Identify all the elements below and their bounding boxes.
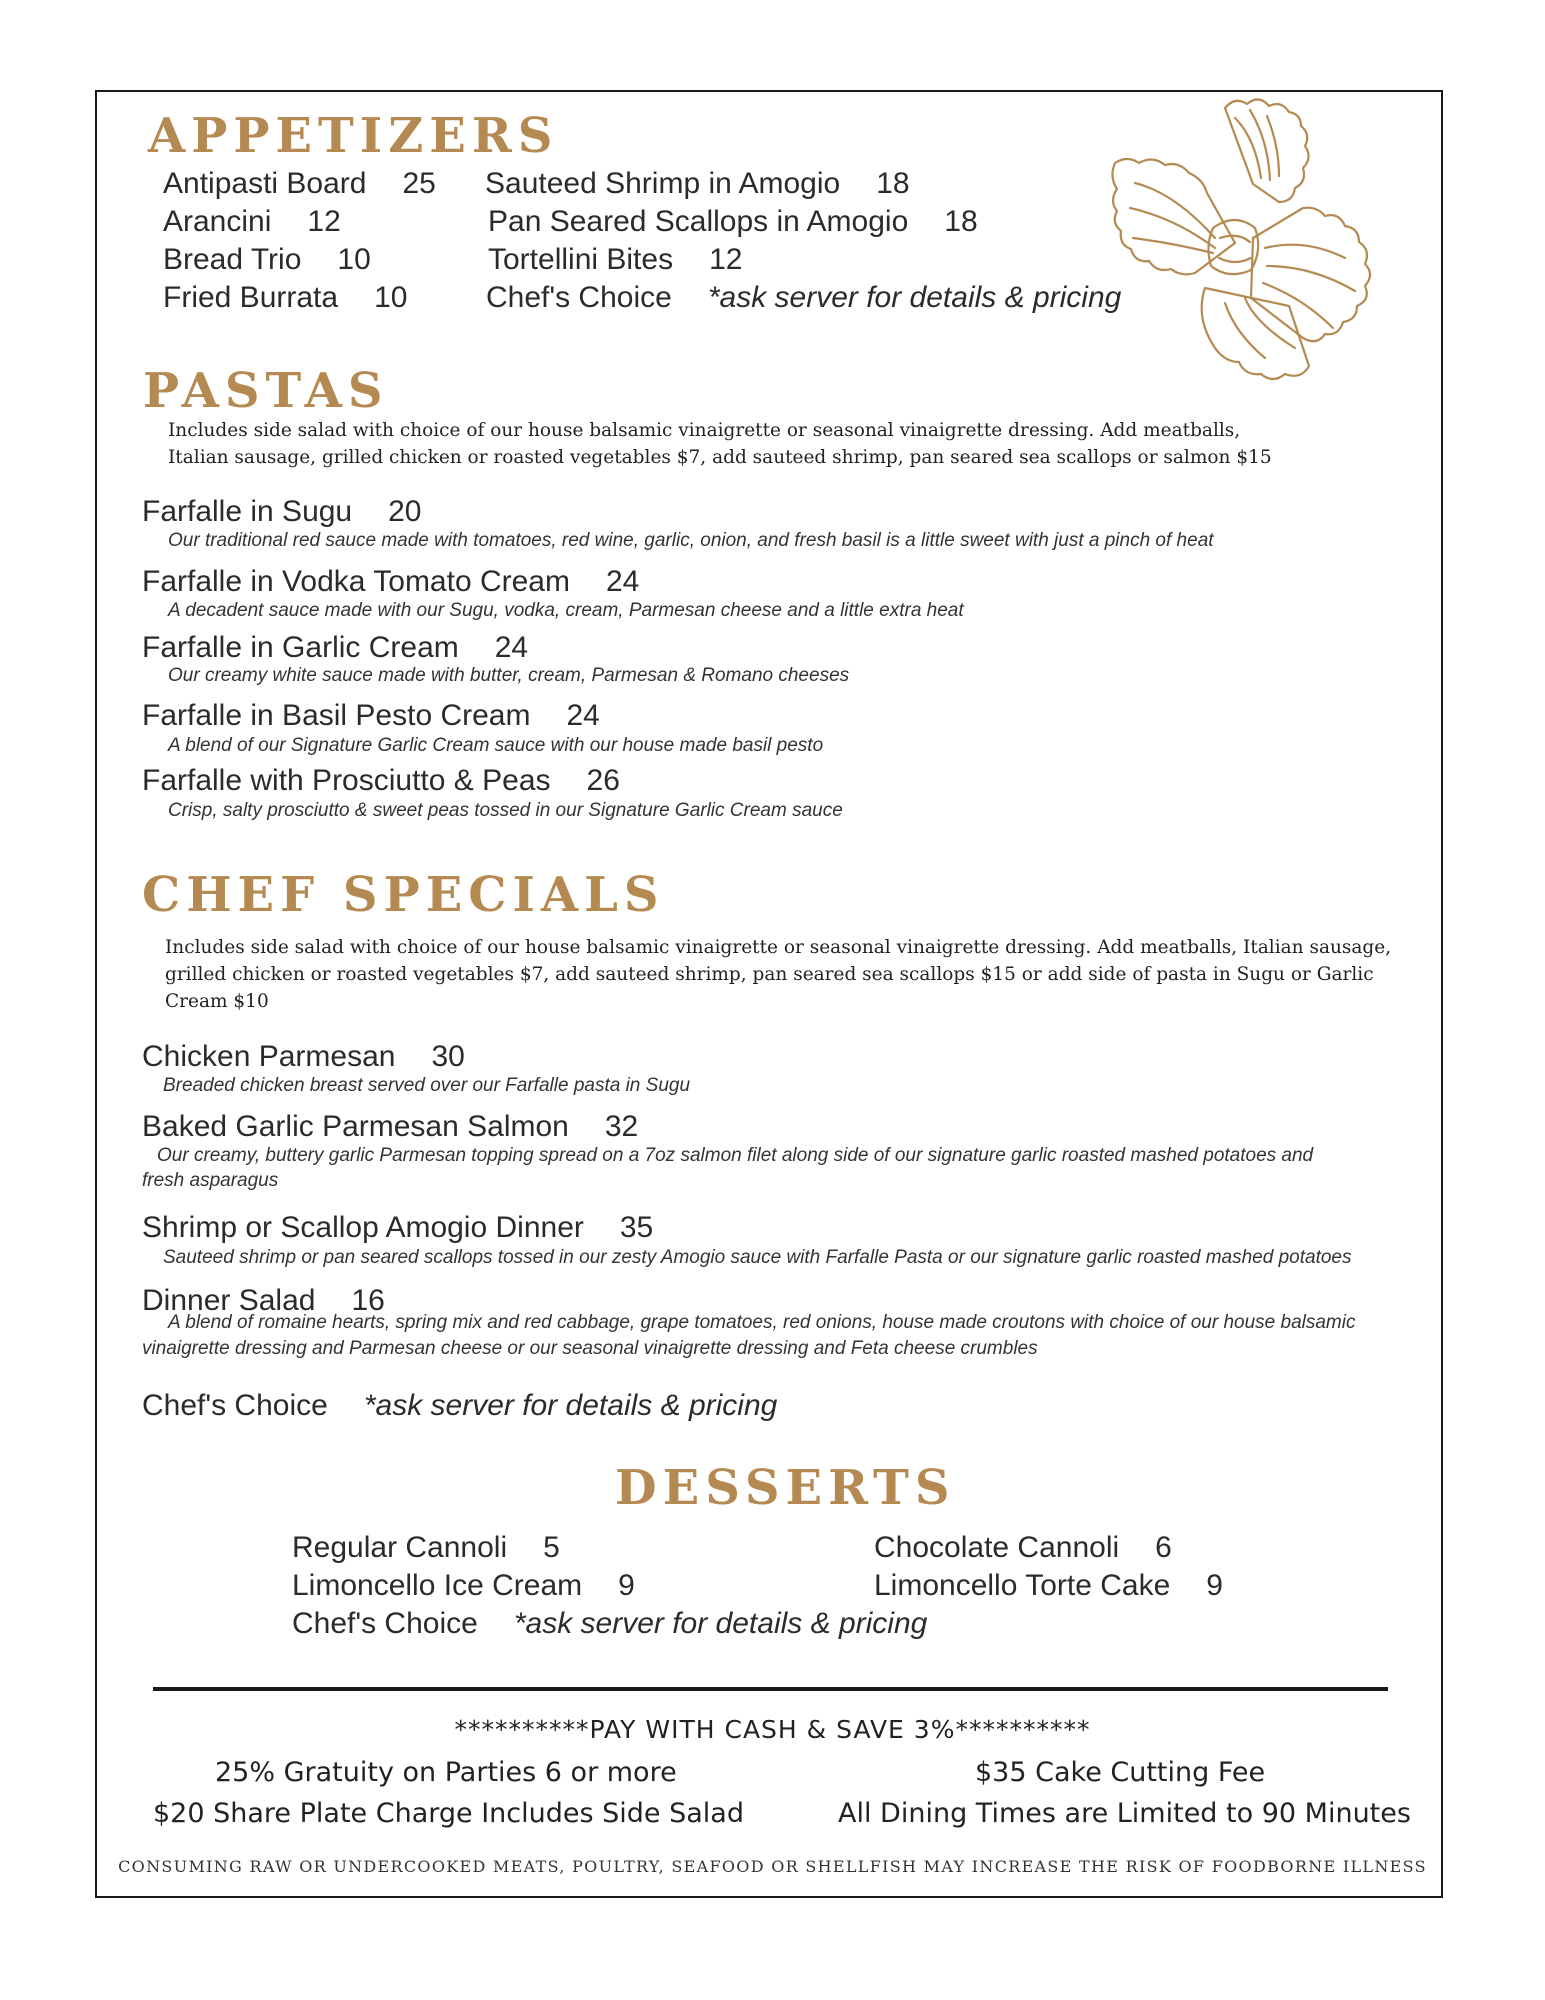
menu-item <box>142 1042 465 1072</box>
item-name: Arancini <box>163 205 272 238</box>
item-price: 9 <box>1206 1569 1223 1602</box>
item-name: Pan Seared Scallops in Amogio <box>488 205 909 238</box>
chef-specials-heading: CHEF SPECIALS <box>142 867 665 923</box>
menu-item <box>163 283 407 313</box>
menu-item <box>142 1391 777 1421</box>
menu-item <box>163 169 436 199</box>
item-price: 35 <box>619 1211 654 1244</box>
farfalle-pasta-icon <box>1095 88 1385 428</box>
item-price: 5 <box>543 1531 560 1564</box>
menu-item <box>142 567 639 597</box>
item-description-cont: vinaigrette dressing and Parmesan cheese or our seasonal vinaigrette dressing and Feta cheese crumbles <box>142 1338 1038 1359</box>
menu-item <box>874 1533 1172 1563</box>
item-price: 6 <box>1155 1531 1172 1564</box>
item-description: A blend of romaine hearts, spring mix and red cabbage, grape tomatoes, red onions, house made croutons with choice of our house balsamic <box>168 1312 1356 1333</box>
chef-specials-note-line-3: Cream $10 <box>165 991 269 1012</box>
item-price: 12 <box>709 243 743 276</box>
item-name: Limoncello Torte Cake <box>874 1569 1171 1602</box>
item-note: *ask server for details & pricing <box>513 1607 928 1640</box>
item-name: Chicken Parmesan <box>142 1040 396 1073</box>
item-name: Farfalle in Vodka Tomato Cream <box>142 565 570 598</box>
menu-item <box>163 207 341 237</box>
item-description: Crisp, salty prosciutto & sweet peas tossed in our Signature Garlic Cream sauce <box>168 800 843 821</box>
item-price: 18 <box>944 205 978 238</box>
menu-item <box>142 766 620 796</box>
item-name: Farfalle in Sugu <box>142 495 353 528</box>
item-name: Chef's Choice <box>486 281 672 314</box>
menu-item <box>142 1213 653 1243</box>
item-name: Chocolate Cannoli <box>874 1531 1120 1564</box>
item-description: Our creamy white sauce made with butter, cream, Parmesan & Romano cheeses <box>168 665 850 686</box>
menu-item <box>142 1112 638 1142</box>
item-price: 18 <box>876 167 910 200</box>
item-name: Shrimp or Scallop Amogio Dinner <box>142 1211 584 1244</box>
item-description: Sauteed shrimp or pan seared scallops tossed in our zesty Amogio sauce with Farfalle Pasta or our signature garlic roasted mashed potatoes <box>163 1247 1352 1268</box>
item-note: *ask server for details & pricing <box>363 1389 778 1422</box>
gratuity-notice: 25% Gratuity on Parties 6 or more <box>215 1757 677 1788</box>
desserts-heading: DESSERTS <box>615 1460 956 1516</box>
item-description: A decadent sauce made with our Sugu, vodka, cream, Parmesan cheese and a little extra heat <box>168 600 964 621</box>
item-price: 9 <box>618 1569 635 1602</box>
item-price: 24 <box>494 631 529 664</box>
menu-item <box>292 1609 927 1639</box>
item-price: 30 <box>431 1040 465 1073</box>
item-price: 10 <box>337 243 371 276</box>
menu-item <box>142 701 600 731</box>
footer-divider <box>153 1687 1388 1691</box>
appetizers-heading: APPETIZERS <box>148 108 559 164</box>
item-price: 16 <box>351 1284 385 1317</box>
item-name: Farfalle in Garlic Cream <box>142 631 459 664</box>
pastas-note-line-1: Includes side salad with choice of our house balsamic vinaigrette or seasonal vinaigrette dressing. Add meatballs, <box>168 420 1241 441</box>
item-name: Limoncello Ice Cream <box>292 1569 583 1602</box>
menu-item <box>485 169 910 199</box>
item-name: Chef's Choice <box>292 1607 478 1640</box>
item-price: 12 <box>307 205 341 238</box>
item-name: Farfalle with Prosciutto & Peas <box>142 764 551 797</box>
cake-fee-notice: $35 Cake Cutting Fee <box>975 1757 1266 1788</box>
dining-time-notice: All Dining Times are Limited to 90 Minutes <box>838 1798 1411 1829</box>
menu-item <box>163 245 371 275</box>
pastas-note-line-2: Italian sausage, grilled chicken or roasted vegetables $7, add sauteed shrimp, pan seared sea scallops or salmon $15 <box>168 447 1272 468</box>
item-price: 24 <box>566 699 600 732</box>
item-price: 24 <box>605 565 640 598</box>
menu-item <box>874 1571 1223 1601</box>
menu-item <box>292 1533 560 1563</box>
item-price: 20 <box>388 495 422 528</box>
chef-specials-note-line-2: grilled chicken or roasted vegetables $7, add sauteed shrimp, pan seared sea scallops $15 or add side of pasta in Sugu or Garlic <box>165 964 1374 985</box>
menu-item <box>142 633 528 663</box>
item-description-cont: fresh asparagus <box>142 1170 279 1191</box>
food-safety-warning: CONSUMING RAW OR UNDERCOOKED MEATS, POULTRY, SEAFOOD OR SHELLFISH MAY INCREASE THE RISK OF FOODBORNE ILLNESS <box>118 1857 1427 1876</box>
item-description: Breaded chicken breast served over our Farfalle pasta in Sugu <box>163 1075 691 1096</box>
menu-item <box>488 207 978 237</box>
item-price: 32 <box>604 1110 639 1143</box>
menu-item <box>488 245 742 275</box>
item-name: Farfalle in Basil Pesto Cream <box>142 699 531 732</box>
item-price: 25 <box>402 167 436 200</box>
pastas-heading: PASTAS <box>143 363 389 419</box>
item-name: Bread Trio <box>163 243 302 276</box>
cash-discount-banner: **********PAY WITH CASH & SAVE 3%********** <box>454 1715 1091 1744</box>
item-name: Chef's Choice <box>142 1389 328 1422</box>
item-price: 26 <box>586 764 620 797</box>
item-note: *ask server for details & pricing <box>707 281 1122 314</box>
item-name: Fried Burrata <box>163 281 339 314</box>
chef-specials-note-line-1: Includes side salad with choice of our house balsamic vinaigrette or seasonal vinaigrette dressing. Add meatballs, Italian sausage, <box>165 937 1392 958</box>
item-name: Sauteed Shrimp in Amogio <box>485 167 841 200</box>
item-name: Regular Cannoli <box>292 1531 508 1564</box>
menu-item <box>142 497 422 527</box>
item-name: Baked Garlic Parmesan Salmon <box>142 1110 569 1143</box>
item-description: A blend of our Signature Garlic Cream sauce with our house made basil pesto <box>168 735 824 756</box>
menu-item <box>292 1571 635 1601</box>
item-price: 10 <box>374 281 408 314</box>
item-description: Our traditional red sauce made with tomatoes, red wine, garlic, onion, and fresh basil is a little sweet with just a pinch of heat <box>168 530 1214 551</box>
item-name: Antipasti Board <box>163 167 367 200</box>
item-name: Tortellini Bites <box>488 243 674 276</box>
share-plate-notice: $20 Share Plate Charge Includes Side Salad <box>153 1798 744 1829</box>
item-name: Dinner Salad <box>142 1284 316 1317</box>
menu-item <box>486 283 1121 313</box>
item-description: Our creamy, buttery garlic Parmesan topping spread on a 7oz salmon filet along side of our signature garlic roasted mashed potatoes and <box>157 1145 1314 1166</box>
